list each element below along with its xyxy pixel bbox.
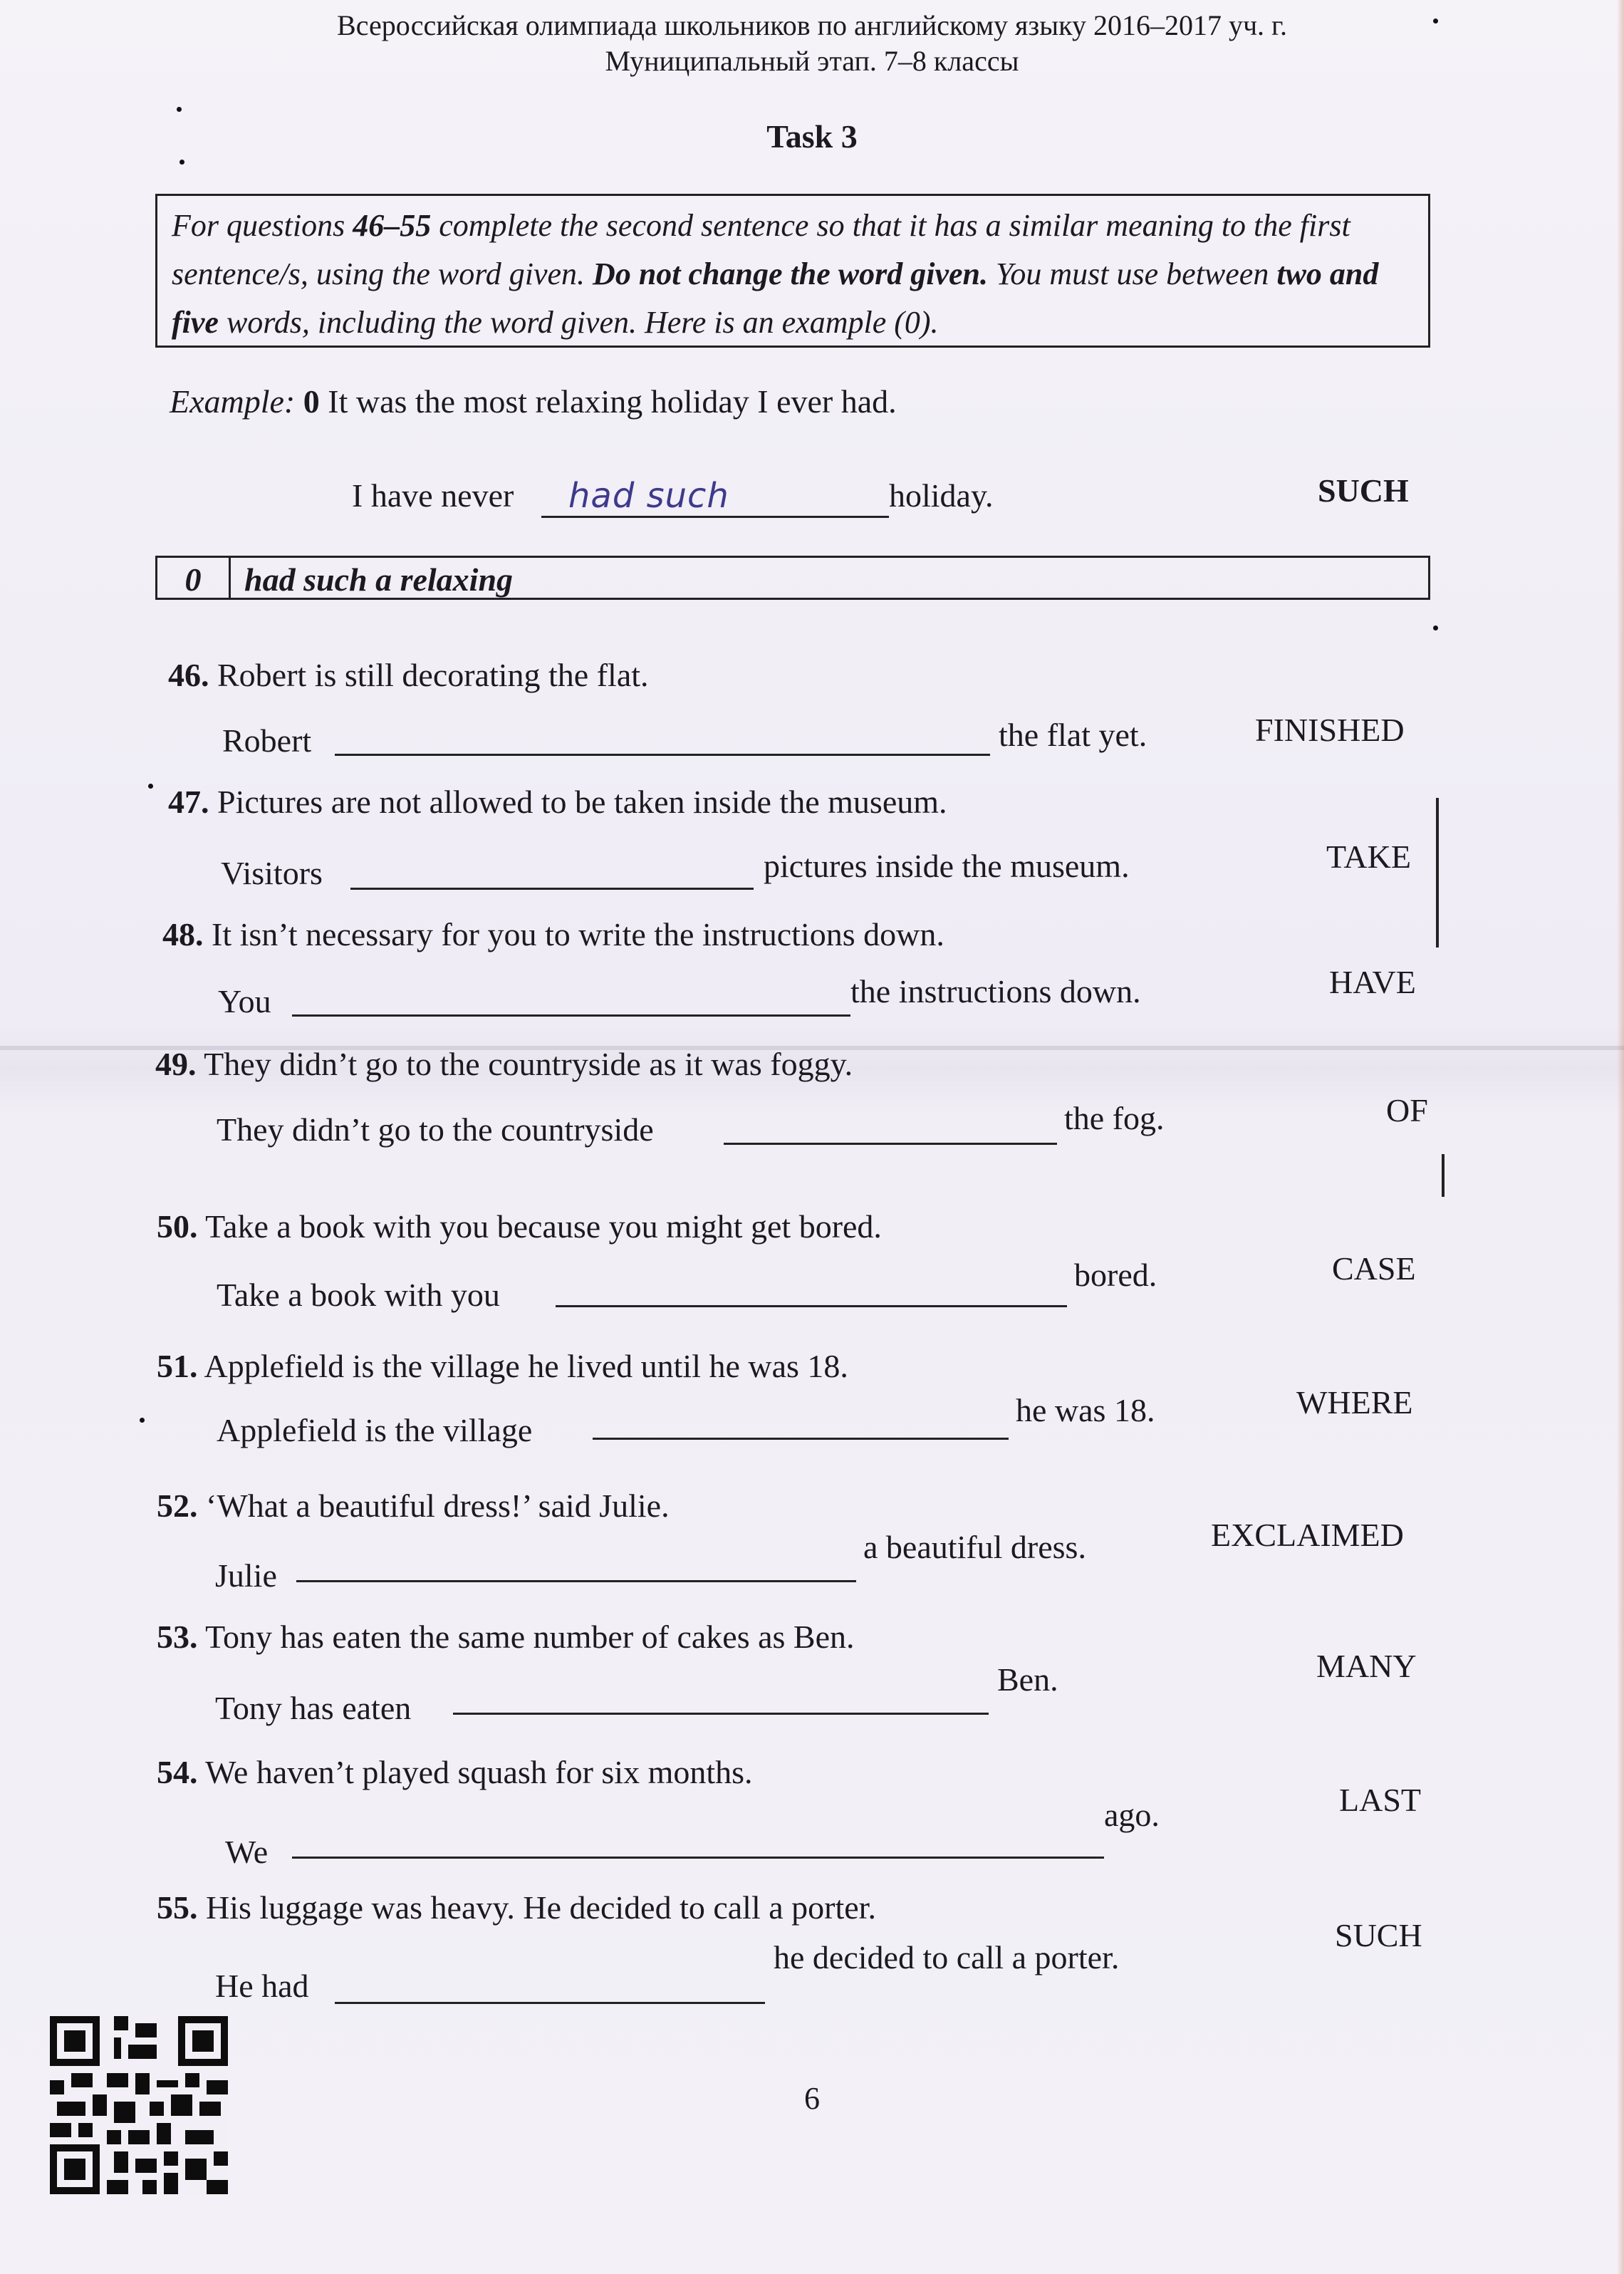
- ink-speck: [140, 1418, 145, 1423]
- question-54-start: We: [225, 1834, 269, 1870]
- question-47: 47. Pictures are not allowed to be taken inside the museum.: [168, 784, 947, 820]
- example-keyword: SUCH: [1318, 472, 1409, 509]
- question-47-blank[interactable]: [350, 888, 754, 890]
- question-51-keyword: WHERE: [1296, 1384, 1413, 1421]
- table-edge: [1617, 0, 1624, 2274]
- question-49-end: the fog.: [1064, 1100, 1165, 1136]
- example-answer-text: had such a relaxing: [244, 561, 514, 598]
- question-48: 48. It isn’t necessary for you to write the instructions down.: [162, 916, 944, 952]
- question-50-keyword: CASE: [1332, 1250, 1416, 1287]
- question-55: 55. His luggage was heavy. He decided to call a porter.: [157, 1889, 876, 1926]
- question-50-start: Take a book with you: [217, 1277, 500, 1313]
- margin-mark: [1442, 1154, 1445, 1197]
- question-47-end: pictures inside the museum.: [764, 848, 1130, 884]
- question-53: 53. Tony has eaten the same number of cakes as Ben.: [157, 1619, 855, 1655]
- qr-code[interactable]: [50, 2016, 228, 2194]
- example-label: Example:: [170, 383, 296, 420]
- example-end: holiday.: [889, 477, 994, 514]
- question-52-start: Julie: [215, 1557, 277, 1594]
- question-49-start: They didn’t go to the countryside: [217, 1111, 654, 1148]
- margin-mark: [1436, 798, 1439, 947]
- question-53-start: Tony has eaten: [215, 1690, 412, 1726]
- question-54-end: ago.: [1104, 1797, 1160, 1833]
- page-number: 6: [804, 2081, 820, 2116]
- question-49: 49. They didn’t go to the countryside as it was foggy.: [155, 1046, 853, 1082]
- question-51: 51. Applefield is the village he lived until he was 18.: [157, 1348, 848, 1384]
- question-48-keyword: HAVE: [1329, 964, 1416, 1000]
- example-start: I have never: [352, 477, 514, 514]
- instructions-box: For questions 46–55 complete the second sentence so that it has a similar meaning to the first sentence/s, using the word given. Do not change the word given. You must use between two and five words, including the word given. Here is an example (0).: [155, 194, 1430, 348]
- question-55-keyword: SUCH: [1335, 1917, 1422, 1953]
- example-blank: [541, 516, 889, 518]
- question-46-end: the flat yet.: [999, 717, 1147, 753]
- question-50-blank[interactable]: [556, 1305, 1067, 1307]
- question-54: 54. We haven’t played squash for six months.: [157, 1754, 753, 1790]
- question-50-end: bored.: [1074, 1257, 1157, 1293]
- example-handwritten-answer: had such: [568, 476, 729, 516]
- question-55-end: he decided to call a porter.: [774, 1939, 1120, 1976]
- ink-speck: [148, 784, 153, 789]
- question-46-blank[interactable]: [335, 754, 990, 756]
- question-48-end: the instructions down.: [850, 973, 1141, 1009]
- ink-speck: [179, 160, 184, 165]
- example-sentence: Example: 0 It was the most relaxing holiday I ever had.: [170, 383, 897, 420]
- question-53-end: Ben.: [997, 1661, 1058, 1698]
- question-54-keyword: LAST: [1339, 1782, 1421, 1818]
- header-stage: Муниципальный этап. 7–8 классы: [605, 45, 1019, 77]
- question-49-keyword: OF: [1386, 1092, 1428, 1128]
- header-olympiad: Всероссийская олимпиада школьников по английскому языку 2016–2017 уч. г.: [337, 9, 1287, 41]
- question-47-start: Visitors: [221, 855, 323, 891]
- question-52: 52. ‘What a beautiful dress!’ said Julie.: [157, 1488, 670, 1524]
- question-52-blank[interactable]: [296, 1580, 856, 1582]
- question-48-blank[interactable]: [292, 1014, 850, 1017]
- question-52-keyword: EXCLAIMED: [1211, 1517, 1404, 1553]
- task-title: Task 3: [766, 118, 858, 155]
- question-46-keyword: FINISHED: [1255, 712, 1405, 748]
- example-answer-num: 0: [157, 558, 231, 598]
- ink-speck: [177, 107, 182, 112]
- question-55-blank[interactable]: [335, 2002, 765, 2004]
- question-51-end: he was 18.: [1016, 1392, 1155, 1428]
- question-52-end: a beautiful dress.: [863, 1529, 1086, 1565]
- example-answer-box: [155, 556, 1430, 600]
- ink-speck: [1433, 19, 1438, 24]
- ink-speck: [1433, 625, 1438, 630]
- question-47-keyword: TAKE: [1326, 839, 1411, 875]
- question-53-keyword: MANY: [1316, 1648, 1417, 1684]
- question-48-start: You: [218, 983, 271, 1019]
- question-51-start: Applefield is the village: [217, 1412, 533, 1448]
- question-54-blank[interactable]: [292, 1857, 1104, 1859]
- question-46-start: Robert: [222, 722, 312, 759]
- question-46: 46. Robert is still decorating the flat.: [168, 657, 649, 693]
- question-49-blank[interactable]: [724, 1143, 1057, 1145]
- question-51-blank[interactable]: [593, 1438, 1009, 1440]
- question-55-start: He had: [215, 1968, 309, 2004]
- example-num: 0: [303, 383, 320, 420]
- question-53-blank[interactable]: [453, 1713, 989, 1715]
- question-50: 50. Take a book with you because you might get bored.: [157, 1208, 882, 1245]
